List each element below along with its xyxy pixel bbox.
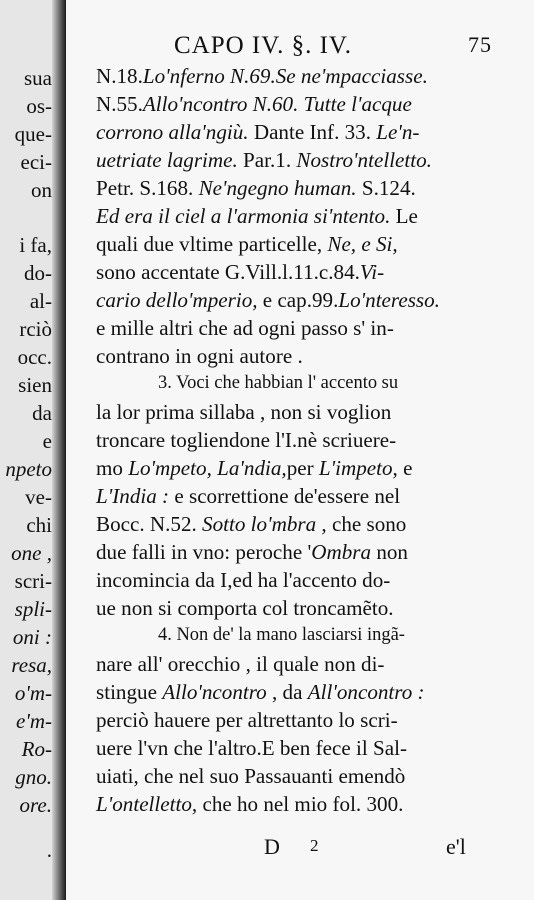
facing-page-fragment: chi — [26, 513, 52, 537]
roman-segment: mo — [96, 456, 129, 480]
facing-page-fragment: que- — [14, 122, 52, 146]
text-line — [96, 512, 532, 537]
facing-page-fragment: e — [42, 429, 52, 453]
text-line — [96, 484, 532, 509]
italic-segment: cario dello'mperio, — [96, 288, 258, 312]
text-line — [96, 372, 534, 393]
text-line — [96, 428, 532, 453]
italic-segment: uetriate lagrime. — [96, 148, 238, 172]
roman-segment: sono accentate G.Vill.l.11.c.84. — [96, 260, 360, 284]
text-line — [96, 232, 532, 257]
text-line — [96, 64, 532, 89]
italic-segment: L'impeto, — [318, 456, 398, 480]
chapter-heading: CAPO IV. §. IV. — [174, 32, 353, 59]
italic-segment: Nostro'ntelletto. — [296, 148, 432, 172]
italic-segment: Ne'ngegno human. — [198, 176, 357, 200]
italic-segment: Ed era il ciel a l'armonia si'ntento. — [96, 204, 391, 228]
running-header — [174, 32, 514, 64]
facing-page-fragment: spli- — [14, 597, 52, 621]
book-gutter — [52, 0, 66, 900]
text-line — [96, 344, 532, 369]
roman-segment: e cap.99. — [257, 288, 339, 312]
facing-page-fragment: ore. — [19, 793, 52, 817]
facing-page-fragment: gno. — [15, 765, 52, 789]
text-line — [96, 764, 532, 789]
facing-page-fragment: . — [46, 838, 52, 862]
page-number: 75 — [468, 32, 492, 57]
signature-mark: D — [264, 834, 280, 859]
roman-segment: e — [397, 456, 413, 480]
roman-segment: Dante Inf. 33. — [248, 120, 377, 144]
italic-segment: Ombra — [311, 540, 372, 564]
text-line — [96, 792, 532, 817]
text-line — [96, 708, 532, 733]
text-line — [96, 288, 532, 313]
facing-page-fragment: e'm- — [16, 709, 52, 733]
roman-segment: per — [286, 456, 319, 480]
text-line — [96, 316, 532, 341]
text-line — [96, 568, 532, 593]
facing-page-fragment: Ro- — [21, 737, 52, 761]
text-line — [96, 92, 532, 117]
roman-segment: due falli in vno: peroche ' — [96, 540, 312, 564]
facing-page-fragment: os- — [26, 94, 52, 118]
italic-segment: Sotto lo'mbra , — [202, 512, 327, 536]
roman-segment: e scorrettione de'essere nel — [169, 484, 401, 508]
page-footer — [66, 834, 534, 864]
text-line — [96, 652, 532, 677]
italic-segment: Le'n- — [376, 120, 420, 144]
italic-segment: Se ne'mpacciasse. — [275, 64, 428, 88]
roman-segment: che ho nel mio fol. 300. — [197, 792, 404, 816]
text-line — [96, 540, 532, 565]
italic-segment: All'oncontro : — [307, 680, 425, 704]
roman-segment: troncare togliendone l'I.nè scriuere- — [96, 428, 397, 452]
roman-segment: Le — [390, 204, 418, 228]
roman-segment: la lor prima sillaba , non si voglion — [96, 400, 392, 424]
italic-segment: corrono alla'ngiù. — [96, 120, 249, 144]
roman-segment: N.55. — [96, 92, 143, 116]
roman-segment: perciò hauere per altrettanto lo scri- — [96, 708, 398, 732]
roman-segment: che sono — [326, 512, 407, 536]
facing-page-fragment: al- — [29, 289, 52, 313]
facing-page-fragment: da — [32, 401, 52, 425]
italic-segment: Allo'ncontro N.60. Tutte l'acque — [142, 92, 412, 116]
text-line — [96, 260, 532, 285]
text-line — [96, 176, 532, 201]
facing-page-fragment: sua — [24, 66, 52, 90]
facing-page-edge — [0, 0, 56, 900]
italic-segment: L'ontelletto, — [96, 792, 198, 816]
italic-segment: Lo'mpeto, La'ndia, — [128, 456, 287, 480]
italic-segment: Allo'ncontro — [162, 680, 267, 704]
roman-segment: Par.1. — [237, 148, 297, 172]
text-line — [96, 456, 532, 481]
roman-segment: 4. Non de' la mano lasciarsi ingã- — [158, 624, 405, 644]
text-line — [96, 148, 532, 173]
roman-segment: S.124. — [356, 176, 416, 200]
roman-segment: 3. Voci che habbian l' accento su — [158, 372, 399, 392]
roman-segment: uiati, che nel suo Passauanti emendò — [96, 764, 406, 788]
text-line — [96, 400, 532, 425]
facing-page-fragment: sien — [18, 373, 52, 397]
roman-segment: Bocc. N.52. — [96, 512, 203, 536]
facing-page-fragment: rciò — [19, 317, 52, 341]
book-page — [66, 0, 534, 900]
facing-page-fragment: scri- — [14, 569, 52, 593]
roman-segment: nare all' orecchio , il quale non di- — [96, 652, 385, 676]
catchword: e'l — [446, 834, 466, 859]
facing-page-fragment: oni : — [12, 625, 52, 649]
italic-segment: Lo'nteresso. — [338, 288, 440, 312]
facing-page-fragment: do- — [24, 261, 52, 285]
text-line — [96, 204, 532, 229]
facing-page-fragment: npeto — [5, 457, 52, 481]
roman-segment: contrano in ogni autore . — [96, 344, 303, 368]
signature-number: 2 — [310, 836, 319, 855]
roman-segment: non — [371, 540, 408, 564]
italic-segment: Ne, e Si, — [327, 232, 398, 256]
roman-segment: , da — [266, 680, 308, 704]
facing-page-fragment: ve- — [25, 485, 52, 509]
roman-segment: N.18. — [96, 64, 143, 88]
italic-segment: Lo'nferno N.69. — [142, 64, 276, 88]
roman-segment: incomincia da I,ed ha l'accento do- — [96, 568, 391, 592]
text-line — [96, 596, 532, 621]
facing-page-fragment: on — [31, 178, 52, 202]
roman-segment: e mille altri che ad ogni passo s' in- — [96, 316, 394, 340]
roman-segment: Petr. S.168. — [96, 176, 199, 200]
facing-page-fragment: resa, — [11, 653, 52, 677]
text-line — [96, 680, 532, 705]
facing-page-fragment: one , — [11, 541, 52, 565]
facing-page-fragment: eci- — [20, 150, 52, 174]
facing-page-fragment: i fa, — [19, 233, 52, 257]
roman-segment: ue non si comporta col troncamẽto. — [96, 596, 394, 620]
italic-segment: Vi- — [359, 260, 385, 284]
facing-page-fragment: o'm- — [14, 681, 52, 705]
text-line — [96, 624, 534, 645]
text-line — [96, 736, 532, 761]
italic-segment: L'India : — [96, 484, 170, 508]
text-line — [96, 120, 532, 145]
roman-segment: quali due vltime particelle, — [96, 232, 328, 256]
roman-segment: stingue — [96, 680, 163, 704]
roman-segment: uere l'vn che l'altro.E ben fece il Sal- — [96, 736, 407, 760]
facing-page-fragment: occ. — [17, 345, 52, 369]
